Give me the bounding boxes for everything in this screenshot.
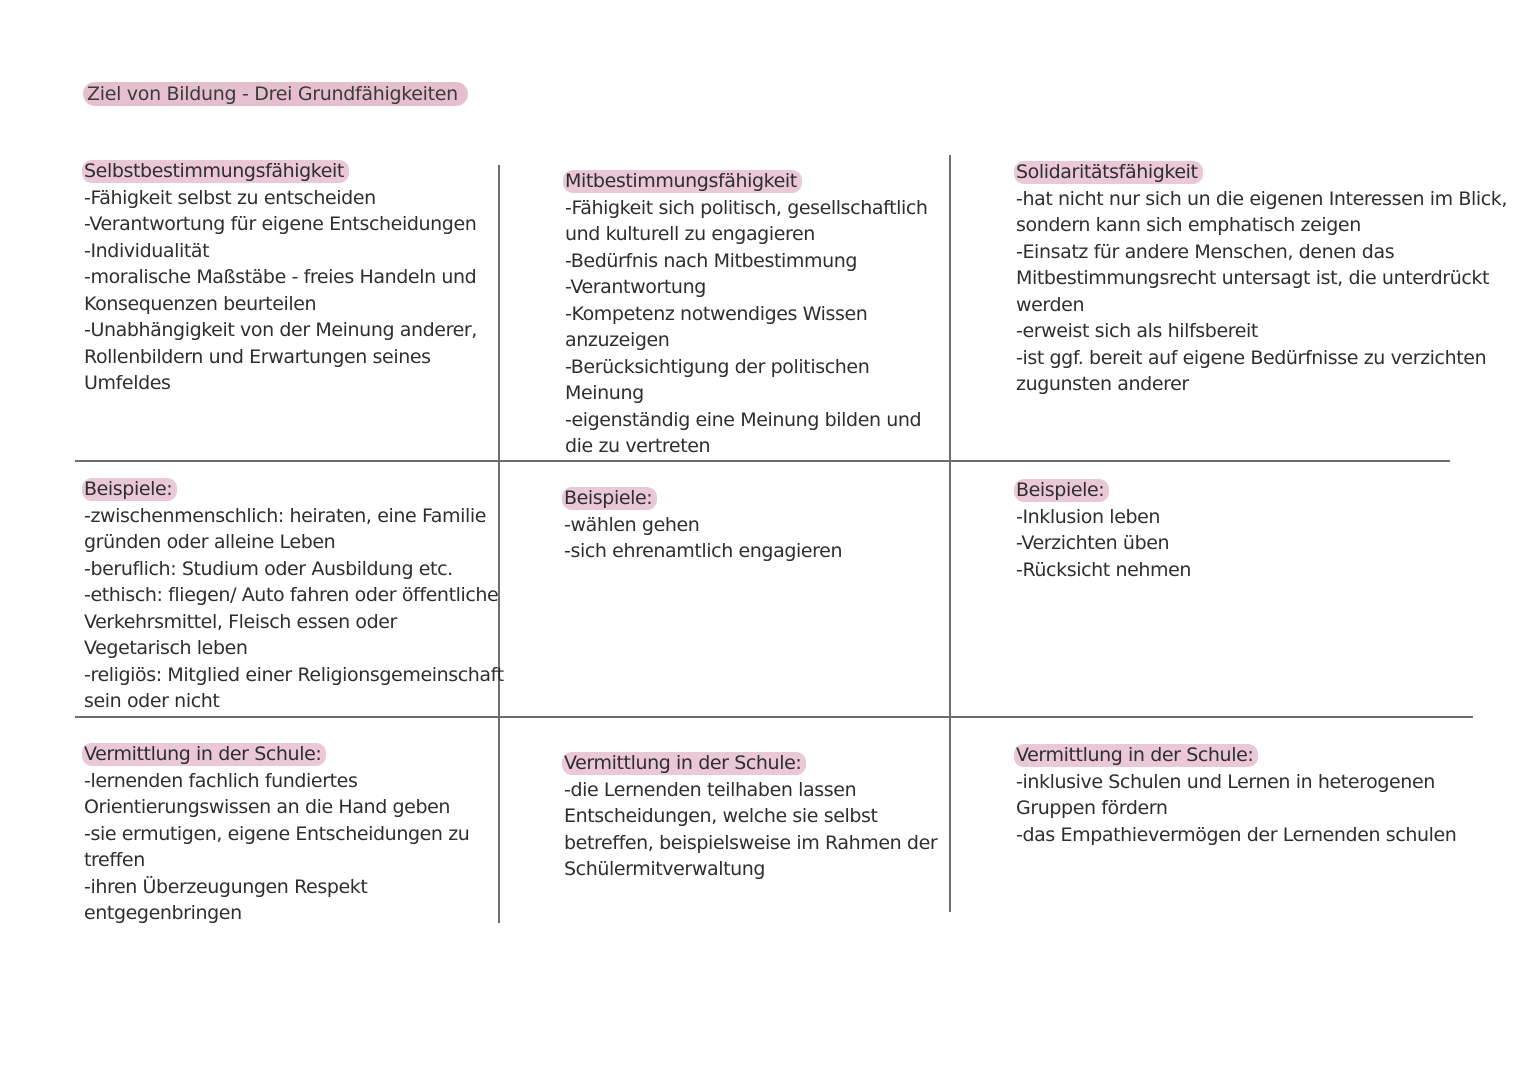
- text-line: die zu vertreten: [565, 435, 711, 457]
- cell-selbstbestimmung: [84, 158, 477, 397]
- text-line: sein oder nicht: [84, 690, 220, 712]
- text-line: -Fähigkeit sich politisch, gesellschaftlich: [565, 196, 928, 219]
- text-line: treffen: [84, 849, 145, 871]
- text-line: -Einsatz für andere Menschen, denen das: [1016, 240, 1395, 263]
- text-line: Schülermitverwaltung: [564, 858, 766, 880]
- text-line: -Individualität: [84, 239, 210, 262]
- text-line: -Fähigkeit selbst zu entscheiden: [84, 186, 376, 209]
- text-line: -religiös: Mitglied einer Religionsgemeinschaft: [84, 663, 504, 686]
- cell-beispiele-3: [1016, 477, 1191, 583]
- text-line: -Inklusion leben: [1016, 505, 1161, 528]
- heading-selbstbestimmung: Selbstbestimmungsfähigkeit: [82, 160, 349, 183]
- heading-beispiele: Beispiele:: [1014, 479, 1109, 502]
- text-line: anzuzeigen: [565, 329, 670, 351]
- text-line: werden: [1016, 293, 1085, 316]
- text-line: -das Empathievermögen der Lernenden schulen: [1016, 823, 1457, 846]
- text-line: Meinung: [565, 382, 644, 404]
- text-line: Entscheidungen, welche sie selbst: [564, 805, 878, 827]
- heading-beispiele: Beispiele:: [562, 487, 657, 510]
- divider-horizontal-1: [75, 460, 1450, 462]
- text-line: -Bedürfnis nach Mitbestimmung: [565, 249, 858, 272]
- text-line: Gruppen fördern: [1016, 797, 1168, 819]
- text-line: -zwischenmenschlich: heiraten, eine Familie: [84, 504, 487, 527]
- text-line: sondern kann sich emphatisch zeigen: [1016, 214, 1361, 236]
- text-line: -Rücksicht nehmen: [1016, 558, 1192, 581]
- text-line: zugunsten anderer: [1016, 373, 1189, 395]
- text-line: -erweist sich als hilfsbereit: [1016, 320, 1258, 342]
- cell-mitbestimmung: [565, 168, 928, 460]
- text-line: Vegetarisch leben: [84, 637, 248, 659]
- heading-vermittlung: Vermittlung in der Schule:: [562, 752, 806, 775]
- heading-solidaritaet: Solidaritätsfähigkeit: [1014, 161, 1203, 184]
- text-line: Mitbestimmungsrecht untersagt ist, die unterdrückt: [1016, 267, 1490, 289]
- heading-vermittlung: Vermittlung in der Schule:: [82, 743, 326, 766]
- text-line: -sich ehrenamtlich engagieren: [564, 540, 843, 562]
- text-line: Rollenbildern und Erwartungen seines: [84, 345, 431, 368]
- text-line: -moralische Maßstäbe - freies Handeln und: [84, 266, 477, 288]
- text-line: -beruflich: Studium oder Ausbildung etc.: [84, 557, 453, 580]
- cell-beispiele-2: [564, 485, 842, 565]
- text-line: -inklusive Schulen und Lernen in heterogenen: [1016, 770, 1435, 793]
- cell-schule-3: [1016, 742, 1456, 848]
- text-line: -sie ermutigen, eigene Entscheidungen zu: [84, 822, 470, 845]
- text-line: -Verantwortung: [565, 276, 706, 298]
- text-line: -die Lernenden teilhaben lassen: [564, 778, 857, 801]
- cell-schule-1: [84, 741, 469, 927]
- divider-horizontal-2: [75, 716, 1473, 718]
- text-line: -ethisch: fliegen/ Auto fahren oder öffentliche: [84, 584, 499, 606]
- text-line: -Verzichten üben: [1016, 532, 1170, 554]
- text-line: -Verantwortung für eigene Entscheidungen: [84, 213, 477, 235]
- text-line: -ihren Überzeugungen Respekt: [84, 875, 368, 898]
- text-line: und kulturell zu engagieren: [565, 223, 815, 245]
- divider-vertical-2: [949, 155, 951, 912]
- text-line: Verkehrsmittel, Fleisch essen oder: [84, 610, 397, 633]
- text-line: -Unabhängigkeit von der Meinung anderer,: [84, 319, 477, 341]
- text-line: -wählen gehen: [564, 513, 700, 536]
- heading-beispiele: Beispiele:: [82, 478, 177, 501]
- cell-beispiele-1: [84, 476, 504, 715]
- text-line: -lernenden fachlich fundiertes: [84, 769, 358, 792]
- text-line: gründen oder alleine Leben: [84, 531, 336, 553]
- text-line: -eigenständig eine Meinung bilden und: [565, 408, 922, 431]
- text-line: Konsequenzen beurteilen: [84, 292, 317, 315]
- text-line: Orientierungswissen an die Hand geben: [84, 796, 451, 818]
- text-line: entgegenbringen: [84, 902, 242, 924]
- cell-schule-2: [564, 750, 937, 883]
- text-line: -Berücksichtigung der politischen: [565, 355, 870, 378]
- text-line: -hat nicht nur sich un die eigenen Interessen im Blick,: [1016, 187, 1508, 210]
- text-line: betreffen, beispielsweise im Rahmen der: [564, 831, 938, 854]
- text-line: -ist ggf. bereit auf eigene Bedürfnisse zu verzichten: [1016, 346, 1487, 369]
- cell-solidaritaet: [1016, 159, 1507, 398]
- text-line: Umfeldes: [84, 372, 171, 394]
- page-title: Ziel von Bildung - Drei Grundfähigkeiten: [83, 82, 468, 106]
- heading-mitbestimmung: Mitbestimmungsfähigkeit: [563, 170, 802, 193]
- heading-vermittlung: Vermittlung in der Schule:: [1014, 744, 1258, 767]
- text-line: -Kompetenz notwendiges Wissen: [565, 302, 868, 325]
